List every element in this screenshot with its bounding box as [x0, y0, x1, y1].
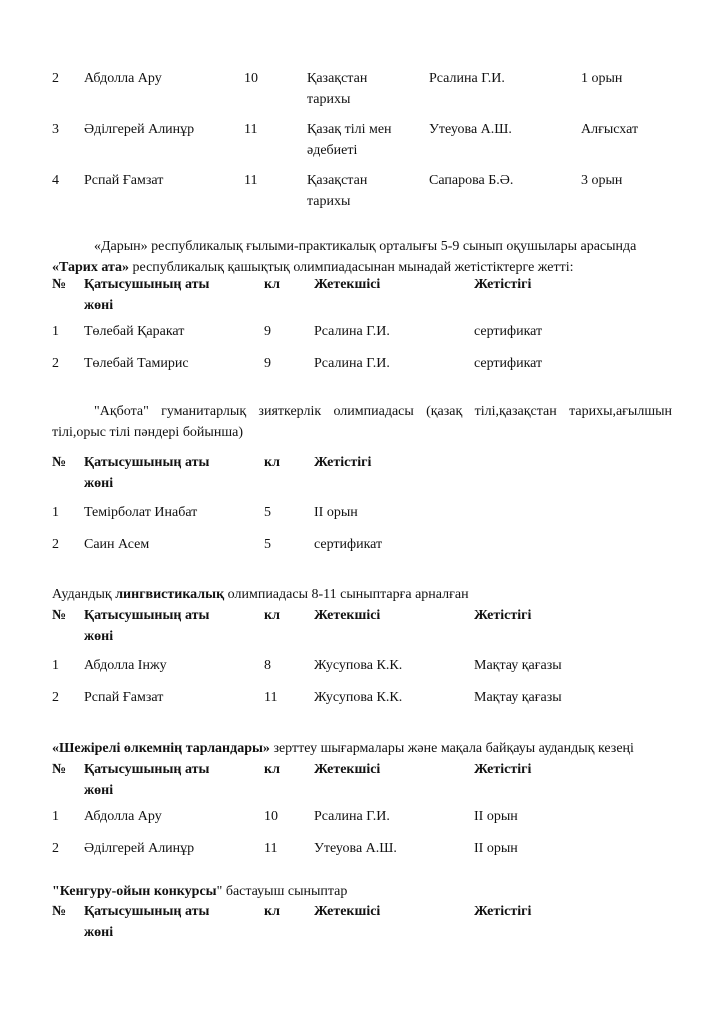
table-cell-result: Алғысхат	[581, 122, 639, 137]
table-cell-grade: 9	[264, 324, 271, 339]
table-cell-teacher: Утеуова А.Ш.	[314, 841, 397, 856]
table-cell-teacher: Жусупова К.К.	[314, 658, 403, 673]
table-cell-teacher: Рсалина Г.И.	[314, 809, 390, 824]
header-no: №	[52, 608, 67, 623]
header-no: №	[52, 277, 67, 292]
table-cell-no: 1	[52, 809, 59, 824]
heading-bold: лингвистикалық	[115, 587, 225, 602]
table-cell-grade: 10	[264, 809, 278, 824]
header-name-line1: Қатысушының аты	[84, 277, 210, 292]
heading-bold: «Тарих ата»	[52, 260, 130, 275]
section-heading-akbota: "Ақбота" гуманитарлық зияткерлік олимпиадасы (қазақ тілі,қазақстан тарихы,ағылшын тілі,орыс тілі пәндері бойынша)	[52, 404, 672, 440]
table-cell-result: сертификат	[474, 356, 543, 371]
header-no: №	[52, 762, 67, 777]
table-cell-subject-line1: Қазақстан	[307, 71, 368, 86]
header-no: №	[52, 904, 67, 919]
header-name-line1: Қатысушының аты	[84, 608, 210, 623]
table-cell-result: сертификат	[474, 324, 543, 339]
heading-rest: республикалық қашықтық олимпиадасынан мынадай жетістіктерге жетті:	[129, 260, 574, 275]
header-grade: кл	[264, 608, 280, 623]
table-cell-name: Рспай Ғамзат	[84, 690, 164, 705]
heading-bold: «Шежірелі өлкемнің тарландары»	[52, 741, 270, 756]
section-heading-linguistic	[52, 584, 469, 605]
table-cell-grade: 8	[264, 658, 271, 673]
table-cell-grade: 10	[244, 71, 258, 86]
table-cell-grade: 5	[264, 505, 271, 520]
header-grade: кл	[264, 455, 280, 470]
table-cell-subject-line1: Қазақстан	[307, 173, 368, 188]
table-cell-no: 2	[52, 690, 59, 705]
table-cell-no: 4	[52, 173, 59, 188]
table-cell-name: Абдолла Інжу	[84, 658, 167, 673]
header-name-line2: жөні	[84, 298, 114, 313]
section-heading-tarikh-ata	[52, 236, 672, 278]
table-cell-teacher: Рсалина Г.И.	[314, 356, 390, 371]
table-cell-name: Әділгерей Алинұр	[84, 122, 195, 137]
table-cell-no: 2	[52, 537, 59, 552]
table-cell-result: II орын	[314, 505, 358, 520]
heading-pre: Аудандық	[52, 587, 116, 602]
table-cell-subject-line2: әдебиеті	[307, 143, 358, 158]
table-cell-no: 2	[52, 356, 59, 371]
table-cell-no: 2	[52, 841, 59, 856]
table-cell-subject-line2: тарихы	[307, 92, 351, 107]
heading-bold: "Кенгуру-ойын конкурсы	[52, 884, 217, 899]
header-name-line1: Қатысушының аты	[84, 904, 210, 919]
header-result: Жетістігі	[474, 904, 532, 919]
section-heading-shezhireli	[52, 738, 634, 759]
header-grade: кл	[264, 904, 280, 919]
heading-post: зерттеу шығармалары және мақала байқауы аудандық кезеңі	[269, 741, 634, 756]
table-cell-no: 3	[52, 122, 59, 137]
table-cell-grade: 5	[264, 537, 271, 552]
table-cell-result: II орын	[474, 841, 518, 856]
table-cell-no: 1	[52, 505, 59, 520]
header-result: Жетістігі	[314, 455, 372, 470]
table-cell-result: сертификат	[314, 537, 383, 552]
table-cell-no: 1	[52, 324, 59, 339]
header-no: №	[52, 455, 67, 470]
header-teacher: Жетекшісі	[314, 904, 381, 919]
header-grade: кл	[264, 277, 280, 292]
header-teacher: Жетекшісі	[314, 762, 381, 777]
header-teacher: Жетекшісі	[314, 608, 381, 623]
table-cell-name: Абдолла Ару	[84, 71, 162, 86]
table-cell-teacher: Сапарова Б.Ә.	[429, 173, 514, 188]
header-name-line1: Қатысушының аты	[84, 455, 210, 470]
section-heading-kenguru	[52, 881, 347, 902]
table-cell-teacher: Рсалина Г.И.	[314, 324, 390, 339]
table-cell-name: Саин Асем	[84, 537, 150, 552]
table-cell-name: Төлебай Қаракат	[84, 324, 185, 339]
table-cell-subject-line1: Қазақ тілі мен	[307, 122, 392, 137]
table-cell-grade: 11	[244, 173, 258, 188]
table-cell-teacher: Жусупова К.К.	[314, 690, 403, 705]
table-cell-teacher: Утеуова А.Ш.	[429, 122, 512, 137]
table-cell-no: 2	[52, 71, 59, 86]
header-result: Жетістігі	[474, 277, 532, 292]
table-cell-subject-line2: тарихы	[307, 194, 351, 209]
table-cell-grade: 9	[264, 356, 271, 371]
header-name-line2: жөні	[84, 629, 114, 644]
table-cell-grade: 11	[244, 122, 258, 137]
table-cell-result: 3 орын	[581, 173, 623, 188]
table-cell-grade: 11	[264, 841, 278, 856]
table-cell-result: 1 орын	[581, 71, 623, 86]
table-cell-teacher: Рсалина Г.И.	[429, 71, 505, 86]
table-cell-name: Абдолла Ару	[84, 809, 162, 824]
table-cell-name: Рспай Ғамзат	[84, 173, 164, 188]
table-cell-name: Темірболат Инабат	[84, 505, 198, 520]
header-result: Жетістігі	[474, 762, 532, 777]
header-result: Жетістігі	[474, 608, 532, 623]
header-name-line2: жөні	[84, 925, 114, 940]
header-name-line1: Қатысушының аты	[84, 762, 210, 777]
heading-line1: «Дарын» республикалық ғылыми-практикалық орталығы 5-9 сынып оқушылары арасында	[94, 239, 637, 254]
table-cell-name: Төлебай Тамирис	[84, 356, 189, 371]
table-cell-name: Әділгерей Алинұр	[84, 841, 195, 856]
table-cell-result: Мақтау қағазы	[474, 690, 562, 705]
table-cell-grade: 11	[264, 690, 278, 705]
header-grade: кл	[264, 762, 280, 777]
header-teacher: Жетекшісі	[314, 277, 381, 292]
heading-post: олимпиадасы 8-11 сыныптарға арналған	[224, 587, 469, 602]
header-name-line2: жөні	[84, 783, 114, 798]
table-cell-no: 1	[52, 658, 59, 673]
table-cell-result: Мақтау қағазы	[474, 658, 562, 673]
heading-post: " бастауыш сыныптар	[216, 884, 348, 899]
header-name-line2: жөні	[84, 476, 114, 491]
table-cell-result: II орын	[474, 809, 518, 824]
